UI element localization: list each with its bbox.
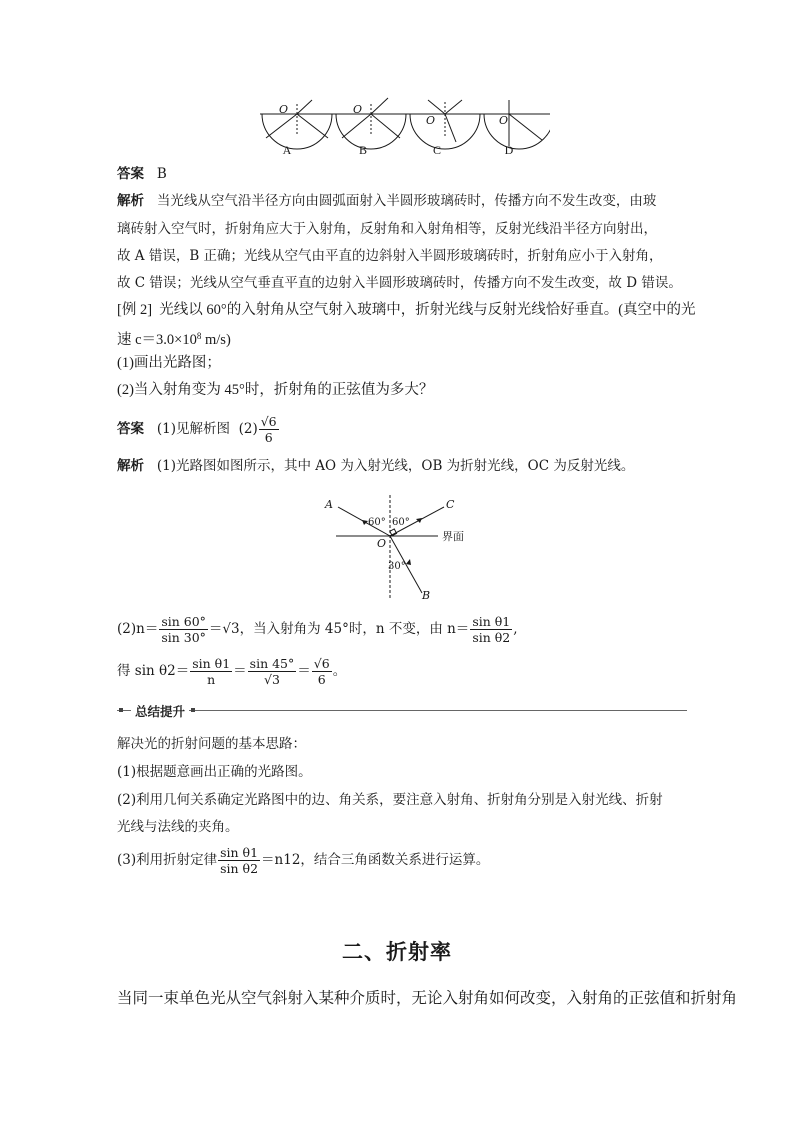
section-heading: 二、折射率 [342, 940, 452, 964]
analysis-2: 解析 (1)光路图如图所示，其中 AO 为入射光线，OB 为折射光线，OC 为反射光线。 [117, 458, 635, 474]
analysis-1-line-4: 故 C 错误；光线从空气垂直平直的边射入半圆形玻璃砖时，传播方向不发生改变，故 D 错误。 [117, 275, 682, 291]
summary-point-2b: 光线与法线的夹角。 [117, 819, 239, 835]
option-b-label: B [358, 143, 368, 157]
formula-1: (2)n＝ $\frac{\sin 60^\circ}{\sin 30^\circ}$ ＝√3，当入射角为 45°时，n 不变，由 n＝ $\frac{\text{sin θ1}}{\text{sin θ2}}$ , [117, 614, 518, 645]
summary-header [117, 703, 687, 717]
ray-diagram [318, 493, 484, 605]
analysis-1-line-2: 璃砖射入空气时，折射角应大于入射角，反射角和入射角相等，反射光线沿半径方向射出， [117, 221, 657, 237]
options-diagram [250, 96, 550, 158]
example-2-line-1: [例 2] 光线以 60°的入射角从空气射入玻璃中，折射光线与反射光线恰好垂直。(真空中的光 [117, 302, 696, 318]
origin-label-b: O [353, 103, 363, 116]
svg-text:O: O [377, 537, 387, 550]
summary-point-1: (1)根据题意画出正确的光路图。 [117, 764, 312, 780]
example-2-question-1: (1)画出光路图； [117, 355, 221, 371]
square-icon [191, 708, 195, 712]
origin-label-a: O [279, 103, 289, 116]
option-c-label: C [432, 143, 442, 157]
answer-2-fraction: $\frac{√6}{6}$ [260, 414, 277, 445]
svg-text:界面: 界面 [442, 530, 464, 543]
answer-1 [117, 164, 687, 184]
option-a-diagram [260, 100, 334, 149]
svg-text:C: C [446, 498, 455, 511]
origin-label-c: O [426, 114, 436, 127]
square-icon [119, 708, 123, 712]
option-d-diagram [482, 100, 550, 149]
option-d-label: D [504, 143, 514, 157]
option-a-label: A [282, 143, 292, 157]
answer-1-label: 答案 [117, 166, 144, 182]
summary-point-2a: (2)利用几何关系确定光路图中的边、角关系，要注意入射角、折射角分别是入射光线、折射 [117, 792, 663, 808]
analysis-1-line-3: 故 A 错误，B 正确；光线从空气由平直的边斜射入半圆形玻璃砖时，折射角应小于入射角， [117, 248, 663, 264]
summary-point-3: (3)利用折射定律 $\frac{\text{sin θ1}}{\text{sin θ2}}$ ＝n12，结合三角函数关系进行运算。 [117, 845, 490, 876]
answer-2: 答案 (1)见解析图 (2) $\frac{√6}{6}$ [117, 414, 277, 445]
svg-text:B: B [422, 589, 431, 602]
example-2-question-2: (2)当入射角变为 45°时，折射角的正弦值为多大？ [117, 382, 434, 398]
origin-label-d: O [499, 114, 509, 127]
example-2-line-2: 速 $c=3.0\times 10^8$ m/s) [117, 331, 231, 348]
refracted-arrow [406, 559, 411, 565]
svg-text:30°: 30° [388, 561, 406, 572]
example-2-tag: [例 2] [117, 302, 153, 318]
svg-text:60°: 60° [368, 517, 386, 528]
summary-intro: 解决光的折射问题的基本思路： [117, 736, 306, 752]
option-b-diagram [334, 98, 408, 149]
svg-text:60°: 60° [392, 517, 410, 528]
answer-1-value: B [156, 166, 167, 182]
svg-text:A: A [325, 498, 333, 511]
reflected-arrow [416, 518, 422, 523]
option-c-diagram [408, 100, 482, 149]
formula-2: 得 sin θ2＝ $\frac{\text{sin θ1}}{n}$ ＝ $\frac{\sin 45^\circ}{√3}$ ＝ $\frac{√6}{6}$ 。 [117, 656, 347, 687]
summary-title: 总结提升 [131, 702, 189, 720]
analysis-1-line-1: 解析 当光线从空气沿半径方向由圆弧面射入半圆形玻璃砖时，传播方向不发生改变，由玻 [117, 193, 657, 209]
body-paragraph-line: 当同一束单色光从空气斜射入某种介质时，无论入射角如何改变，入射角的正弦值和折射角 [117, 990, 738, 1007]
analysis-1-label: 解析 [117, 193, 144, 209]
